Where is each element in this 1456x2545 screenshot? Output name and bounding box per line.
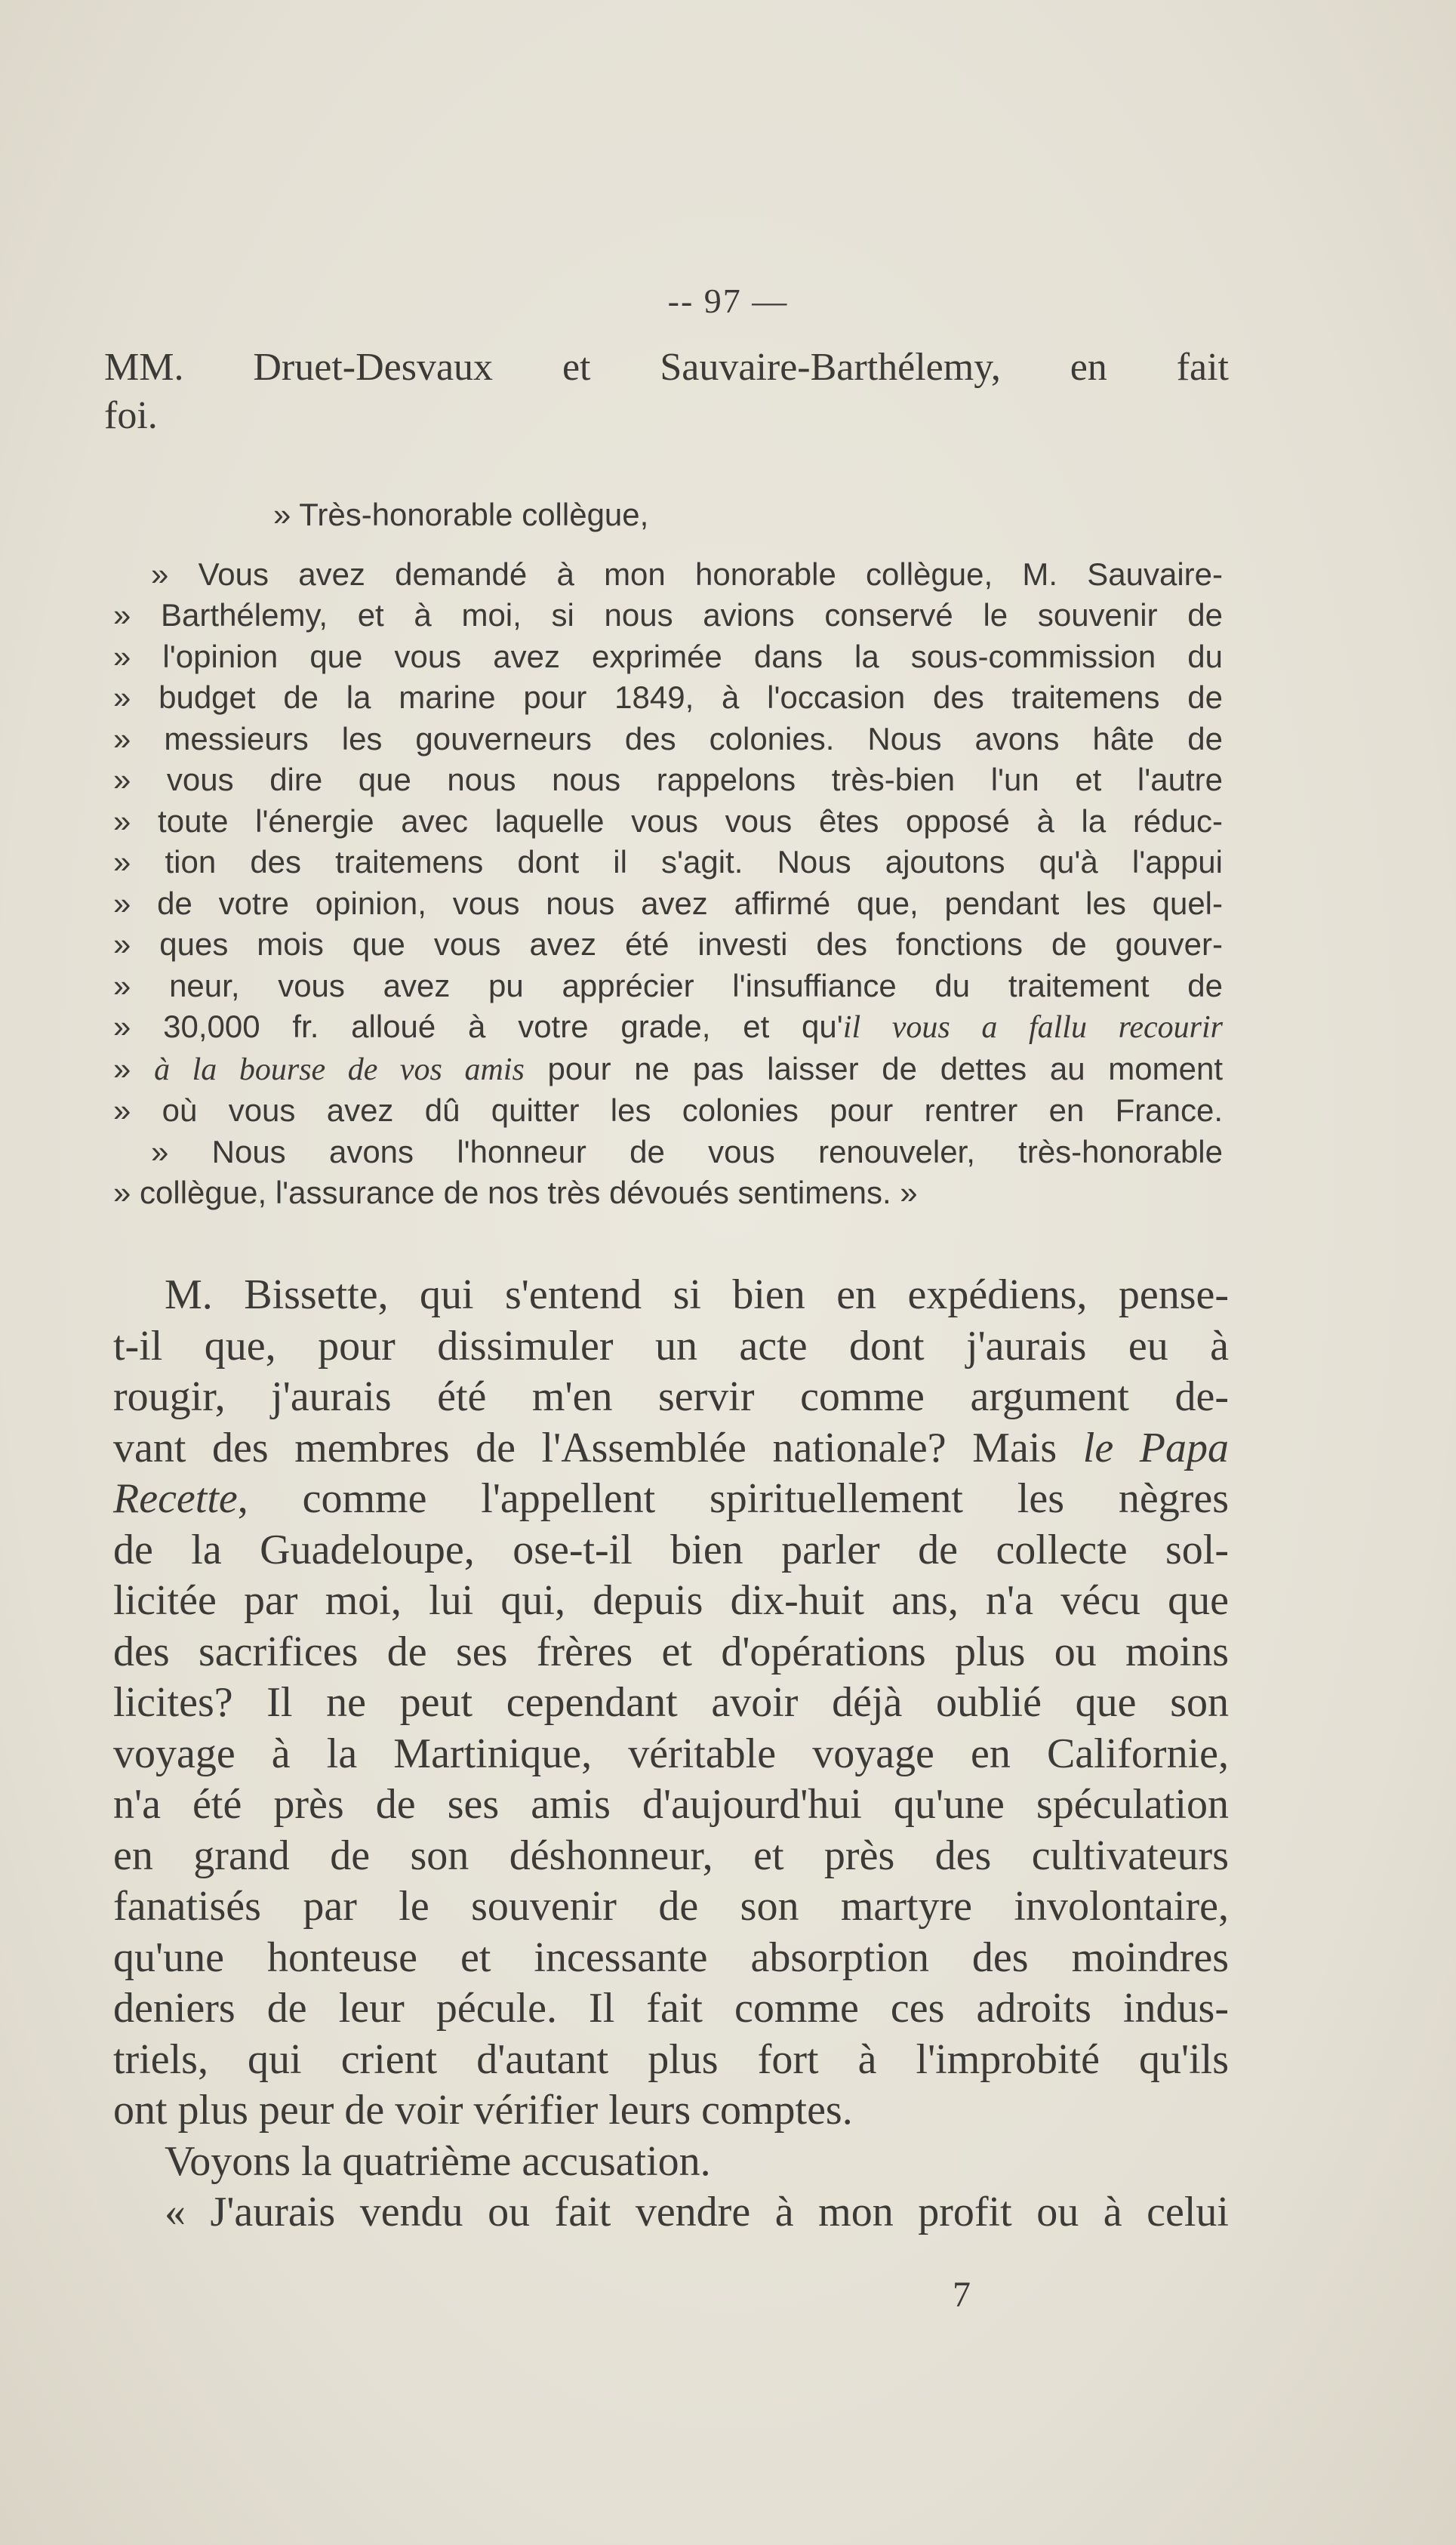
letter-line: [113, 1049, 1223, 1091]
letter-line: » collègue, l'assurance de nos très dévoués sentimens. »: [113, 1175, 918, 1210]
body-line: voyage à la Martinique, véritable voyage en Californie,: [113, 1730, 1229, 1777]
letter-line: » Nous avons l'honneur de vous renouveler, très-honorable: [151, 1133, 1223, 1169]
body-line: deniers de leur pécule. Il fait comme ces adroits indus-: [113, 1985, 1229, 2032]
intro-paragraph: [104, 344, 1229, 440]
letter-line: » où vous avez dû quitter les colonies pour rentrer en France.: [113, 1092, 1223, 1128]
body-line-text: , comme l'appellent spirituellement les nègres: [237, 1475, 1229, 1522]
letter-line: » vous dire que nous nous rappelons très-bien l'un et l'autre: [113, 762, 1223, 797]
body-line: triels, qui crient d'autant plus fort à l'improbité qu'ils: [113, 2035, 1229, 2083]
quoted-letter: [113, 495, 1223, 1214]
body-line-text: vant des membres de l'Assemblée nationale? Mais: [113, 1424, 1083, 1471]
intro-line-2: foi.: [104, 394, 158, 437]
letter-line: » l'opinion que vous avez exprimée dans la sous-commission du: [113, 638, 1223, 674]
signature-mark: 7: [953, 2275, 971, 2315]
body-line: licitée par moi, lui qui, depuis dix-huit ans, n'a vécu que: [113, 1577, 1229, 1624]
letter-line: » neur, vous avez pu apprécier l'insuffiance du traitement de: [113, 967, 1223, 1003]
body-line: Voyons la quatrième accusation.: [165, 2137, 711, 2185]
body-line: t-il que, pour dissimuler un acte dont j'aurais eu à: [113, 1322, 1229, 1370]
letter-italic-phrase: à la bourse de vos amis: [154, 1052, 525, 1087]
intro-line-1: MM. Druet-Desvaux et Sauvaire-Barthélemy, en fait: [104, 346, 1229, 389]
letter-line-text: » 30,000 fr. alloué à votre grade, et qu': [113, 1009, 843, 1044]
letter-line: » messieurs les gouverneurs des colonies. Nous avons hâte de: [113, 720, 1223, 756]
letter-line: » toute l'énergie avec laquelle vous vous êtes opposé à la réduc-: [113, 803, 1223, 839]
body-line: n'a été près de ses amis d'aujourd'hui qu'une spéculation: [113, 1781, 1229, 1828]
body-line: [113, 1423, 1229, 1474]
body-line: ont plus peur de voir vérifier leurs comptes.: [113, 2087, 853, 2134]
letter-line: » budget de la marine pour 1849, à l'occasion des traitemens de: [113, 679, 1223, 715]
letter-line-text: »: [113, 1050, 155, 1086]
letter-line: [113, 1006, 1223, 1049]
body-line: des sacrifices de ses frères et d'opérations plus ou moins: [113, 1628, 1229, 1675]
body-line: fanatisés par le souvenir de son martyre involontaire,: [113, 1883, 1229, 1930]
letter-line: » de votre opinion, vous nous avez affirmé que, pendant les quel-: [113, 885, 1223, 921]
letter-line: » tion des traitemens dont il s'agit. Nous ajoutons qu'à l'appui: [113, 844, 1223, 880]
body-line: M. Bissette, qui s'entend si bien en expédiens, pense-: [165, 1271, 1229, 1318]
letter-italic-phrase: il vous a fallu recourir: [842, 1010, 1223, 1045]
body-italic-phrase: le Papa: [1082, 1424, 1229, 1471]
letter-line: » ques mois que vous avez été investi des fonctions de gouver-: [113, 926, 1223, 962]
body-line: [113, 1474, 1229, 1525]
letter-line-text: pour ne pas laisser de dettes au moment: [524, 1050, 1223, 1086]
letter-line: » Barthélemy, et à moi, si nous avions conservé le souvenir de: [113, 597, 1223, 633]
main-paragraph: [113, 1270, 1229, 2238]
body-line: licites? Il ne peut cependant avoir déjà oublié que son: [113, 1679, 1229, 1726]
body-line: qu'une honteuse et incessante absorption des moindres: [113, 1933, 1229, 1981]
letter-line: » Vous avez demandé à mon honorable collègue, M. Sauvaire-: [151, 556, 1223, 592]
body-line: rougir, j'aurais été m'en servir comme argument de-: [113, 1373, 1229, 1420]
body-line: de la Guadeloupe, ose-t-il bien parler de collecte sol-: [113, 1526, 1229, 1573]
page-number: -- 97 —: [667, 282, 789, 320]
body-italic-phrase: Recette: [113, 1475, 238, 1522]
letter-salutation: » Très-honorable collègue,: [273, 497, 649, 532]
body-line: « J'aurais vendu ou fait vendre à mon profit ou à celui: [165, 2189, 1229, 2235]
body-line: en grand de son déshonneur, et près des cultivateurs: [113, 1832, 1229, 1879]
